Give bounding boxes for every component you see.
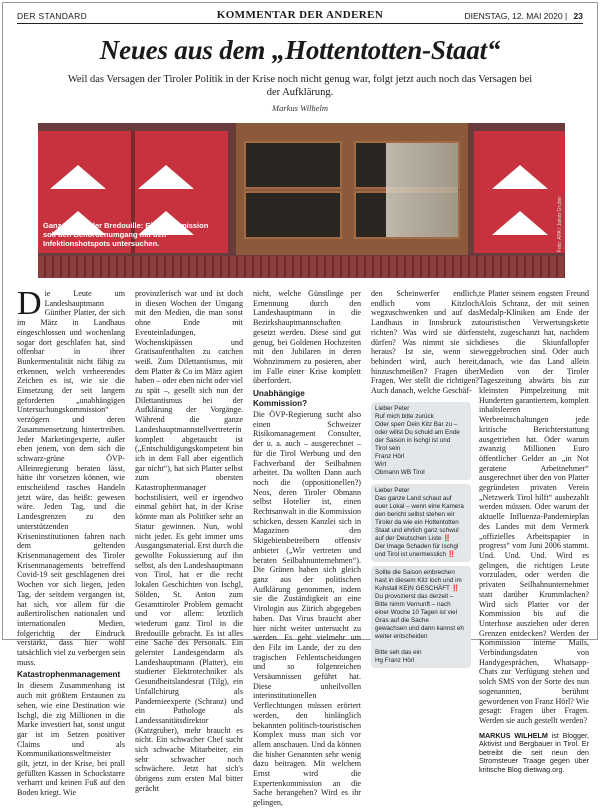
author-bio: [479, 732, 589, 775]
shutter-right: [474, 131, 565, 253]
column-5: [479, 289, 590, 774]
sms-line: euer Lokal – wenn eine Kamera: [375, 502, 464, 510]
sms-line: weiter entscheiden: [375, 632, 428, 640]
sms-message: [371, 402, 471, 480]
sms-line: Kuhstall KEIN GESCHÄFT ‼️: [375, 584, 460, 592]
sms-line: Staat und ehrlich ganz schwul: [375, 526, 459, 534]
paragraph: te Platter seinem engsten Freund Alois Schranz, der mit seinen Medalp-Kliniken am Ende der touristischen Verwertungskette steht, zugeschanzt hat, nachdem dieses die Skiunfallopfer weggebrochen sind. Oder auch danach, wie das Land allein Medien von der Tiroler Tageszeitung abwärts bis zur kleinsten Pimpelzeitung mit Hunderten garantiertem, komplett inhaltsleeren Werbeeinschaltungen jede kritische Berichterstattung ausgetrieben hat. Oder warum zwanzig Millionen Euro öffentlicher Gelder an „in Not geratene Arbeitnehmer“ ausgerechnet über den von Platter gegründeten privaten Verein „Netzwerk Tirol hilft“ ausbezahlt werden müssen. Oder warum der aktuelle Influenza-Pandemieplan des Landes mit dem Vermerk „offizielles Arbeitspapier in progress“ vom Juni 2006 stammt. Und. Und. Und. Wird es gelingen, die richtigen Leute vorzuladen, oder werden die privaten Seilbahnunternehmer statt darüber Krummlachen? Wird sich Platter vor der Kommission bis auf die Unterhose ausziehen oder deren Grenzen entdecken? Werden der Kommission interne Mails, Verbindungsdaten von Handygesprächen, Whatsapp-Chats zur Verfügung stehen und solch SMS von der Sorte des nun sogenannten, berühmt gewordenen von Franz Hörl? Wie gesagt: Fragen über Fragen. Werden sie auch gestellt werden?: [479, 289, 589, 725]
author-name: MARKUS WILHELM: [479, 730, 548, 740]
sms-line: und Tirol ist unermesslich ‼️: [375, 550, 456, 558]
chevron-decoration: [492, 211, 548, 235]
sms-line: Tiroler da wie ein Hottentotten: [375, 518, 459, 526]
column-2: [135, 289, 243, 793]
sms-line: Ruf mich bitte zurück: [375, 412, 434, 420]
paragraph: nicht, welche Günstlinge per Ernennung durch den Landeshauptmann in die Bezirkshauptmannschaften gesetzt werden. Diese sind gut genug, bei Goldenen Hochzeiten mit den Jubilaren in deren Wohnzimmern zu posieren, aber im Falle einer Krise komplett überfordert.: [253, 289, 361, 386]
sms-line: Bitte nimm Vernunft – nach: [375, 600, 451, 608]
author-description: ist Blogger, Aktivist und Bergbauer in Tirol. Er betreibt die seit neun den Stromsteuer Traage gegen über kritische Blog dietiwag.org.: [479, 730, 590, 774]
subheading: Katastrophenmanagement: [17, 670, 121, 680]
column-1: [17, 285, 125, 798]
paper-name: DER STANDARD: [17, 11, 88, 21]
chevron-decoration: [138, 165, 194, 189]
sms-line: den bericht selbst stehen wir: [375, 510, 455, 518]
paragraph: provinzlerisch war und ist doch in diesen Wochen der Umgang mit den Medien, die man sonst ohne Ende mit Eventeinladungen, Wochenskipässen und Gratisaufenthalten zu catchen weiß. Zum Dilettantismus, mit dem Platter & Co im März agiert haben – oder eben nicht oder viel zu spät –, gesellt sich nun der Dilettantismus bei der Aufklärung der Vorgänge. Während die ganze Landeshauptmannstellvertreterin komplett abgetaucht ist („Entschuldigungskompetent bin ich in dem Fall aber eigentlich gar nicht“), hat sich Platter selbst zum obersten Katastrophenmanager hochstilisiert, weil er irgendwo einmal gehört hat, in der Krise könnte man als Politiker sehr an Statur gewinnen. Nun, wohl nicht jeder. Es geht immer ums Ausgangsmaterial. Erst durch die gewollte Fokussierung auf ihn selbst, als den Landeshauptmann von Tirol, hat er die recht lokalen Geschichten von Ischgl, Sölden, St. Anton zum Gesamttiroler Problem gemacht und vor allem: letztlich wiederum ganz Tirol in die Bredouille gebracht. Es ist alles eine Sache des Personals. Ein gelernter Landesgendarm als Landeshauptmann (Platter), ein studierter Elektrotechniker als Gesundheitslandesrat (Tilg), ein Unfallchirurg als Pandemieexperte (Schranz) und ein Pathologe als Landessanitätsdirektor (Katzgruber), mehr braucht es nicht. Ein schwacher Chef sucht sich schwache Mitarbeiter, ein sehr schwacher noch schwächere. Jetzt hat sich's übrigens zum ersten Mal bitter gerächt: [135, 289, 243, 793]
paragraph-text: ie Leute um Landeshauptmann Günther Platter, der sich im März in Landhaus eingeschlossen und wochenlang sogar dort geschlafen hat, sind offenbar in ihrer Bunkermentalität nicht fähig zu erkennen, welch verheerendes Zeichen es ist, wie sie die Einsetzung der seit langem geforderten „unabhängigen Untersuchungskommission“ verzögern und deren Zusammensetzung hintertreiben. Jeder Marketingexperte, außer eben jenem, von dem sich die schwarz-grüne ÖVP-Alleinregierung beraten lässt, hätte ihr vorsetzen können, wie entscheidend rasches Handeln jetzt wäre, das heißt: gewesen wäre. Jeden Tag, und die Landesgrenzen zu den unterstützenden Kriseninstitutionen fahren nach dem geltenden Krisenmanagement des Tiroler Krisenmanagements betreffend Covid-19 seit geschlagenen drei Wochen vor sich liegen, jeden Tag, der seitdem vergangen ist, hat sich, vor allem für die außertirolischen nationalen und internationalen Medien, folgerichtig der Eindruck verstärkt, dass hier wohl tatsächlich viel zu verbergen sein muss.: [17, 289, 125, 667]
sms-line: [375, 641, 467, 649]
sms-message: [371, 566, 471, 668]
sms-line: Tirol sein: [375, 444, 401, 452]
sms-line: gewachsen und dann kannst eh: [375, 624, 464, 632]
sms-line: der Saison in Ischgl ist und: [375, 436, 451, 444]
sms-message: [371, 484, 471, 562]
issue-date: DIENSTAG, 12. MAI 2020 | 23: [464, 11, 583, 21]
paragraph: den Scheinwerfer endlich, endlich vom Kitzloch wegzuschwenken und auf das Landhaus in Innsbruck zu richten? Was wird sie dürfen dürfen? Was nimmt sie sich heraus? Ist sie, wenn sie behindert wird, auch bereit, hinzuschmeißen? Fragen über Fragen. Wer stellt die richtigen? Auch danach, welche Geschäf-: [371, 289, 479, 396]
sms-line: Sollte die Saison einbrechen: [375, 568, 455, 576]
sms-line: hast in diesem Kitz loch und im: [375, 576, 462, 584]
sms-line: einer Woche 10 Tagen ist viel: [375, 608, 458, 616]
section-title: KOMMENTAR DER ANDEREN: [216, 9, 384, 21]
photo-credit: Foto: APA / Jakob Gruber: [557, 195, 563, 252]
newspaper-page: [2, 2, 598, 808]
sms-line: Das ganze Land schaut auf: [375, 494, 452, 502]
window-frame: [236, 123, 468, 255]
subheading: Unabhängige Kommission?: [253, 389, 308, 409]
paragraph: [17, 285, 125, 667]
article-body: [17, 285, 590, 808]
paragraph: Die ÖVP-Regierung sucht also einen Schweizer Risikomanagement Consulter, der u. a. auch – ausgerechnet – für die Tirol Werbung und den Fachverband der Seilbahnen arbeitet. Da wollten Dann auch noch die (oppositionellen?) Neos, deren Tiroler Obmann selbst Hotelier ist, einen Rechtsanwalt in die Kommission schicken, dessen Kanzlei sich in Magazinen den Skigebietsbetreibern offensiv anbietet („Wir vertreten und beraten Seilbahnunternehmen“). Die Grünen haben sich gleich ganz aus der politischen Aufklärung genommen, indem sie die Zuständigkeit an eine Virologin aus Zürich abgegeben haben. Das Virus braucht aber hier nicht weiter untersucht zu werden. Es geht vielmehr um den Filz im Lande, der zu den tragischen Fehlentscheidungen und so folgenreichen Versäumnissen geführt hat. Diese unheilvollen interinstitutionellen Verflechtungen müssen erörtert werden, den hinlänglich bekannten politisch-touristischen Komplex muss man sich vor allem anschauen. Und da können die bisher Genannten sehr wenig dazu beitragen. Mit welchem Ernst wird die Expertenkommission an die Sache herangehen? Wird es ihr gelingen,: [253, 410, 361, 808]
column-4: [371, 289, 479, 664]
sms-line: Du provozierst das derzeit –: [375, 592, 454, 600]
chevron-decoration: [492, 165, 548, 189]
sms-line: Lieber Peter: [375, 486, 410, 494]
article-subline: Weil das Versagen der Tiroler Politik in der Krise noch nicht genug war, folgt jetzt auch noch das Versagen bei der Aufklärung.: [67, 74, 533, 98]
message-screenshots: [371, 402, 471, 668]
paragraph: In diesem Zusammenhang ist auch mit größtem Erstaunen zu sehen, wie eine Destination wie Ischgl, die zig Millionen in die Marke investiert hat, sonst ungut gar ist im Setzen positiver Claims und als Kommunikationsweltmeister gilt, jetzt, in der Krise, bei prall gefüllten Kassen in Schockstarre verharrt und keinen Fuß auf den Boden kriegt. Wie: [17, 681, 125, 798]
sms-line: oder willst Du schuld am Ende: [375, 428, 460, 436]
date-text: DIENSTAG, 12. MAI 2020: [464, 11, 563, 21]
page-number: 23: [573, 11, 583, 21]
sms-line: Obmann WB Tirol: [375, 468, 425, 476]
window-pane: [244, 191, 342, 239]
balcony-railing: [38, 256, 565, 278]
sms-line: Gras auf die Sache: [375, 616, 429, 624]
photo-caption: Ganz Tirol in der Bredouille: Eine Kommission soll den Behördenumgang mit den Infektionshotspots untersuchen.: [43, 221, 209, 248]
sms-line: Der Image Schaden für Ischgl: [375, 542, 459, 550]
sms-line: Hg Franz Hörl: [375, 656, 415, 664]
sms-line: Bitte seh das ein: [375, 648, 422, 656]
article-byline: Markus Wilhelm: [272, 103, 328, 113]
article-headline: Neues aus dem „Hottentotten-Staat“: [99, 35, 501, 65]
article-photo: [38, 123, 565, 278]
column-3: [253, 289, 361, 808]
curtain: [386, 143, 458, 237]
sms-line: Oder sperr Dein Kitz Bar zu –: [375, 420, 458, 428]
sms-line: Lieber Peter: [375, 404, 410, 412]
sms-line: auf der Deutschen Liste ‼️: [375, 534, 452, 542]
page-header: [17, 8, 583, 24]
sms-line: Wirt: [375, 460, 387, 468]
chevron-decoration: [50, 165, 106, 189]
drop-cap: D: [17, 285, 42, 322]
window-pane: [244, 141, 342, 189]
sms-line: Franz Hörl: [375, 452, 405, 460]
